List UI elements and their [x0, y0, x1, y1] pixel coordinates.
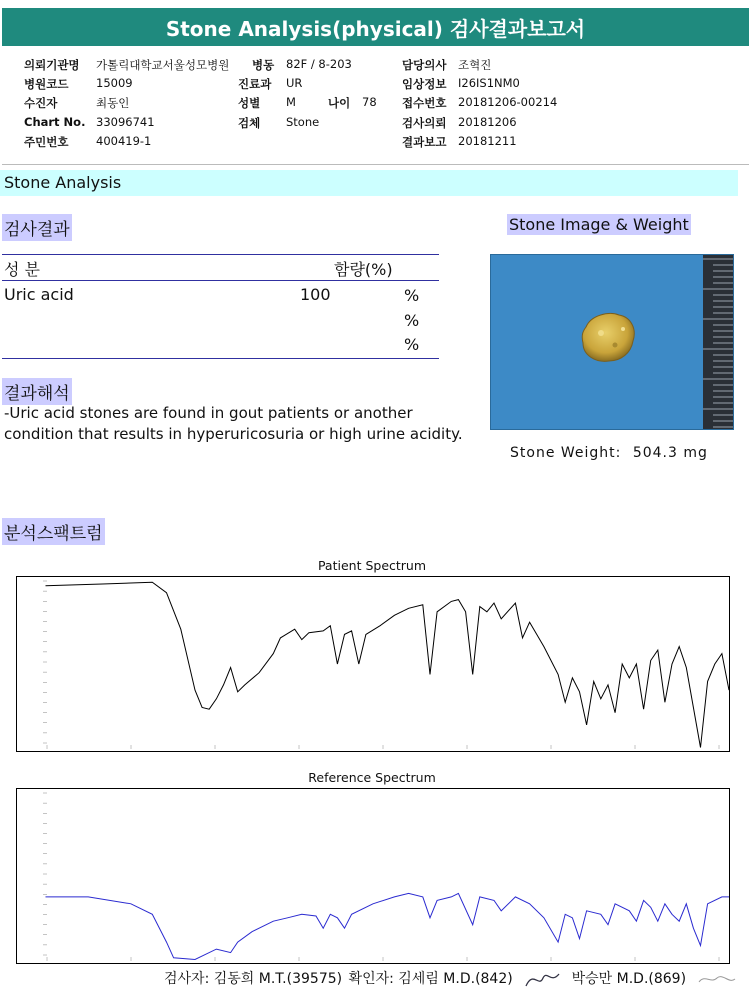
patient-label: 수진자 — [24, 96, 58, 110]
results-rule-top — [2, 254, 439, 255]
clinical-info-value: I26IS1NM0 — [458, 76, 520, 90]
stone-image — [491, 255, 734, 430]
signature-mark — [697, 970, 737, 988]
report-date-value: 20181211 — [458, 134, 517, 148]
receipt-no-label: 접수번호 — [402, 96, 447, 110]
reference-spectrum-line — [46, 893, 730, 959]
confirmer-text: 확인자: 김세림 M.D.(842) — [348, 971, 513, 987]
doctor-label: 담당의사 — [402, 58, 447, 72]
col-content: 함량(%) — [334, 260, 393, 279]
row-component: Uric acid — [4, 285, 74, 304]
receipt-no-value: 20181206-00214 — [458, 95, 558, 109]
request-date-value: 20181206 — [458, 115, 517, 129]
results-heading: 검사결과 — [2, 214, 72, 241]
row-value: 100 — [300, 285, 331, 304]
col-component: 성 분 — [4, 260, 40, 279]
specimen-value: Stone — [286, 115, 320, 129]
examiner-text: 검사자: 김동희 M.T.(39575) — [164, 971, 343, 987]
age-value: 78 — [362, 95, 377, 109]
ward-label: 병동 — [252, 58, 275, 72]
id-no-value: 400419-1 — [96, 134, 152, 148]
ward-value: 82F / 8-203 — [286, 57, 352, 71]
age-label: 나이 — [328, 96, 351, 110]
patient-spectrum-title: Patient Spectrum — [317, 558, 427, 573]
reference-spectrum-title: Reference Spectrum — [308, 770, 436, 785]
hospital-code-value: 15009 — [96, 76, 133, 90]
weight-label: Stone Weight: — [510, 445, 622, 461]
clinical-info-label: 임상정보 — [402, 77, 447, 91]
sex-label: 성별 — [238, 96, 261, 110]
patient-value: 최동인 — [96, 96, 130, 110]
report-title: Stone Analysis(physical) 검사결과보고서 — [2, 8, 749, 46]
row-unit: % — [404, 311, 420, 330]
info-divider — [2, 164, 749, 165]
section-title: Stone Analysis — [0, 170, 738, 196]
results-rule-header — [2, 280, 439, 281]
institution-value: 가톨릭대학교서울성모병원 — [96, 58, 230, 72]
row-unit: % — [404, 335, 420, 354]
signature-footer — [164, 968, 737, 990]
request-date-label: 검사의뢰 — [402, 116, 447, 130]
chart-no-label: Chart No. — [24, 115, 86, 129]
interpretation-text: -Uric acid stones are found in gout patients or another condition that results in hyperuricosuria or high urine acidity. — [4, 404, 463, 443]
sex-value: M — [286, 95, 296, 109]
weight-value: 504.3 mg — [632, 445, 708, 461]
specimen-label: 검체 — [238, 116, 261, 130]
stone-weight — [510, 445, 708, 461]
interpretation-heading: 결과해석 — [2, 378, 72, 405]
patient-spectrum-line — [46, 582, 730, 747]
doctor2-text: 박승만 M.D.(869) — [571, 971, 687, 987]
spectrum-heading: 분석스팩트럼 — [2, 518, 105, 545]
results-rule-bottom — [2, 358, 439, 359]
image-heading: Stone Image & Weight — [509, 215, 689, 234]
department-value: UR — [286, 76, 303, 90]
report-date-label: 결과보고 — [402, 135, 447, 149]
reference-spectrum-chart — [16, 788, 730, 964]
patient-spectrum-plot — [17, 577, 729, 751]
department-label: 진료과 — [238, 77, 272, 91]
signature-mark — [523, 968, 563, 990]
reference-spectrum-plot — [17, 789, 729, 963]
hospital-code-label: 병원코드 — [24, 77, 69, 91]
row-unit: % — [404, 286, 420, 305]
chart-no-value: 33096741 — [96, 115, 155, 129]
doctor-value: 조혁진 — [458, 58, 492, 72]
stone-photo — [490, 254, 734, 430]
id-no-label: 주민번호 — [24, 135, 69, 149]
patient-spectrum-chart — [16, 576, 730, 752]
institution-label: 의뢰기관명 — [24, 58, 80, 72]
